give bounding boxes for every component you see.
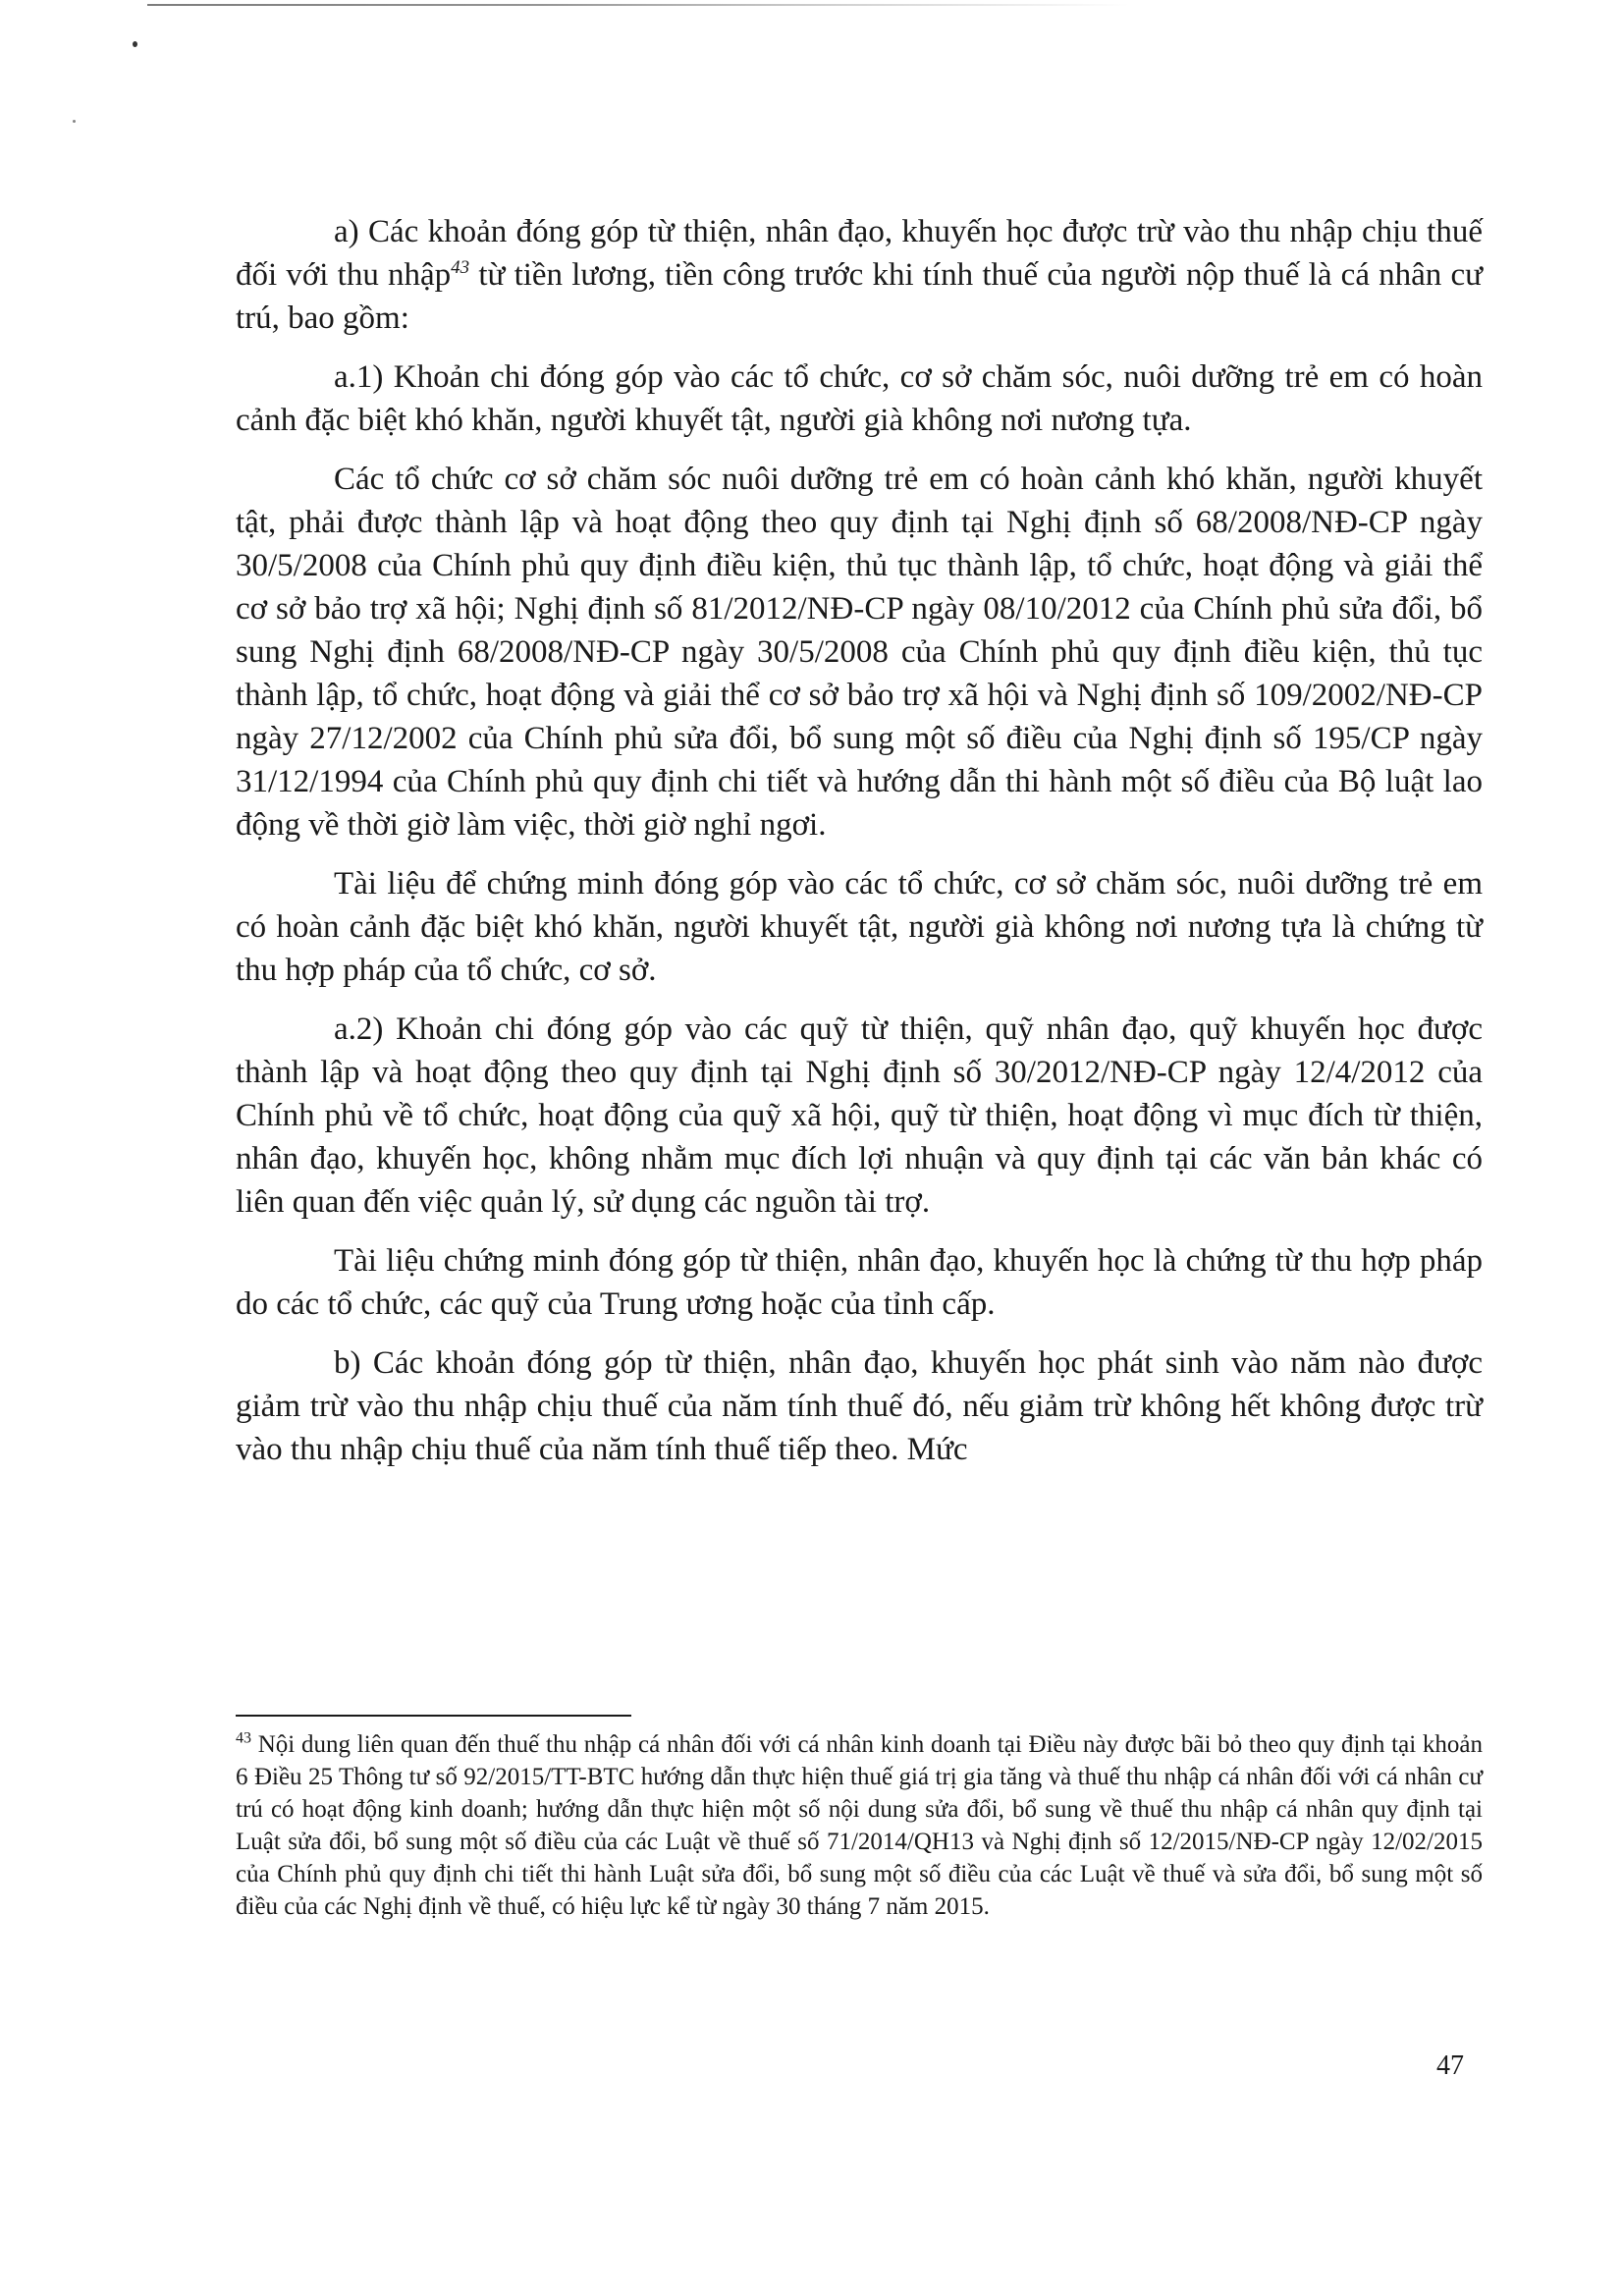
scan-speck	[73, 120, 76, 123]
document-body	[236, 210, 1483, 1487]
footnote-reference[interactable]: 43	[451, 257, 470, 278]
paragraph-a1: a.1) Khoản chi đóng góp vào các tổ chức, cơ sở chăm sóc, nuôi dưỡng trẻ em có hoàn cảnh đặc biệt khó khăn, người khuyết tật, người già không nơi nương tựa.	[236, 359, 1483, 438]
scan-speck	[133, 41, 137, 47]
paragraph-a	[236, 210, 1483, 340]
footnote-number: 43	[236, 1729, 251, 1747]
paragraph-a1-evidence: Tài liệu để chứng minh đóng góp vào các tổ chức, cơ sở chăm sóc, nuôi dưỡng trẻ em có hoàn cảnh đặc biệt khó khăn, người khuyết tật, người già không nơi nương tựa là chứng từ thu hợp pháp của tổ chức, cơ sở.	[236, 866, 1483, 988]
paragraph-a-text-end: từ tiền lương, tiền công trước khi tính thuế của người nộp thuế là cá nhân cư trú, bao gồm:	[236, 257, 1483, 336]
page-number: 47	[1436, 2050, 1464, 2081]
paragraph-a-text-start: a) Các khoản đóng góp từ thiện, nhân đạo, khuyến học được trừ vào thu nhập chịu thuế đối với thu nhập	[236, 214, 1483, 293]
footnote-text: Nội dung liên quan đến thuế thu nhập cá nhân đối với cá nhân kinh doanh tại Điều này được bãi bỏ theo quy định tại khoản 6 Điều 25 Thông tư số 92/2015/TT-BTC hướng dẫn thực hiện thuế giá trị gia tăng và thuế thu nhập cá nhân đối với cá nhân cư trú có hoạt động kinh doanh; hướng dẫn thực hiện một số nội dung sửa đổi, bổ sung về thuế thu nhập cá nhân quy định tại Luật sửa đổi, bổ sung một số điều của các Luật về thuế số 71/2014/QH13 và Nghị định số 12/2015/NĐ-CP ngày 12/02/2015 của Chính phủ quy định chi tiết thi hành Luật sửa đổi, bổ sung một số điều của các Luật về thuế và sửa đổi, bổ sung một số điều của các Nghị định về thuế, có hiệu lực kể từ ngày 30 tháng 7 năm 2015.	[236, 1731, 1483, 1920]
paragraph-b: b) Các khoản đóng góp từ thiện, nhân đạo, khuyến học phát sinh vào năm nào được giảm trừ vào thu nhập chịu thuế của năm tính thuế đó, nếu giảm trừ không hết không được trừ vào thu nhập chịu thuế của năm tính thuế tiếp theo. Mức	[236, 1345, 1483, 1467]
paragraph-a2-evidence: Tài liệu chứng minh đóng góp từ thiện, nhân đạo, khuyến học là chứng từ thu hợp pháp do các tổ chức, các quỹ của Trung ương hoặc của tỉnh cấp.	[236, 1243, 1483, 1322]
scan-edge-line	[147, 4, 1129, 6]
paragraph-a2: a.2) Khoản chi đóng góp vào các quỹ từ thiện, quỹ nhân đạo, quỹ khuyến học được thành lập và hoạt động theo quy định tại Nghị định số 30/2012/NĐ-CP ngày 12/4/2012 của Chính phủ về tổ chức, hoạt động của quỹ xã hội, quỹ từ thiện, hoạt động vì mục đích từ thiện, nhân đạo, khuyến học, không nhằm mục đích lợi nhuận và quy định tại các văn bản khác có liên quan đến việc quản lý, sử dụng các nguồn tài trợ.	[236, 1011, 1483, 1220]
footnote-separator	[236, 1715, 631, 1717]
footnote	[236, 1728, 1483, 1923]
paragraph-a1-organizations: Các tổ chức cơ sở chăm sóc nuôi dưỡng trẻ em có hoàn cảnh khó khăn, người khuyết tật, phải được thành lập và hoạt động theo quy định tại Nghị định số 68/2008/NĐ-CP ngày 30/5/2008 của Chính phủ quy định điều kiện, thủ tục thành lập, tổ chức, hoạt động và giải thể cơ sở bảo trợ xã hội; Nghị định số 81/2012/NĐ-CP ngày 08/10/2012 của Chính phủ sửa đổi, bổ sung Nghị định 68/2008/NĐ-CP ngày 30/5/2008 của Chính phủ quy định điều kiện, thủ tục thành lập, tổ chức, hoạt động và giải thể cơ sở bảo trợ xã hội và Nghị định số 109/2002/NĐ-CP ngày 27/12/2002 của Chính phủ sửa đổi, bổ sung một số điều của Nghị định số 195/CP ngày 31/12/1994 của Chính phủ quy định chi tiết và hướng dẫn thi hành một số điều của Bộ luật lao động về thời giờ làm việc, thời giờ nghỉ ngơi.	[236, 462, 1483, 843]
